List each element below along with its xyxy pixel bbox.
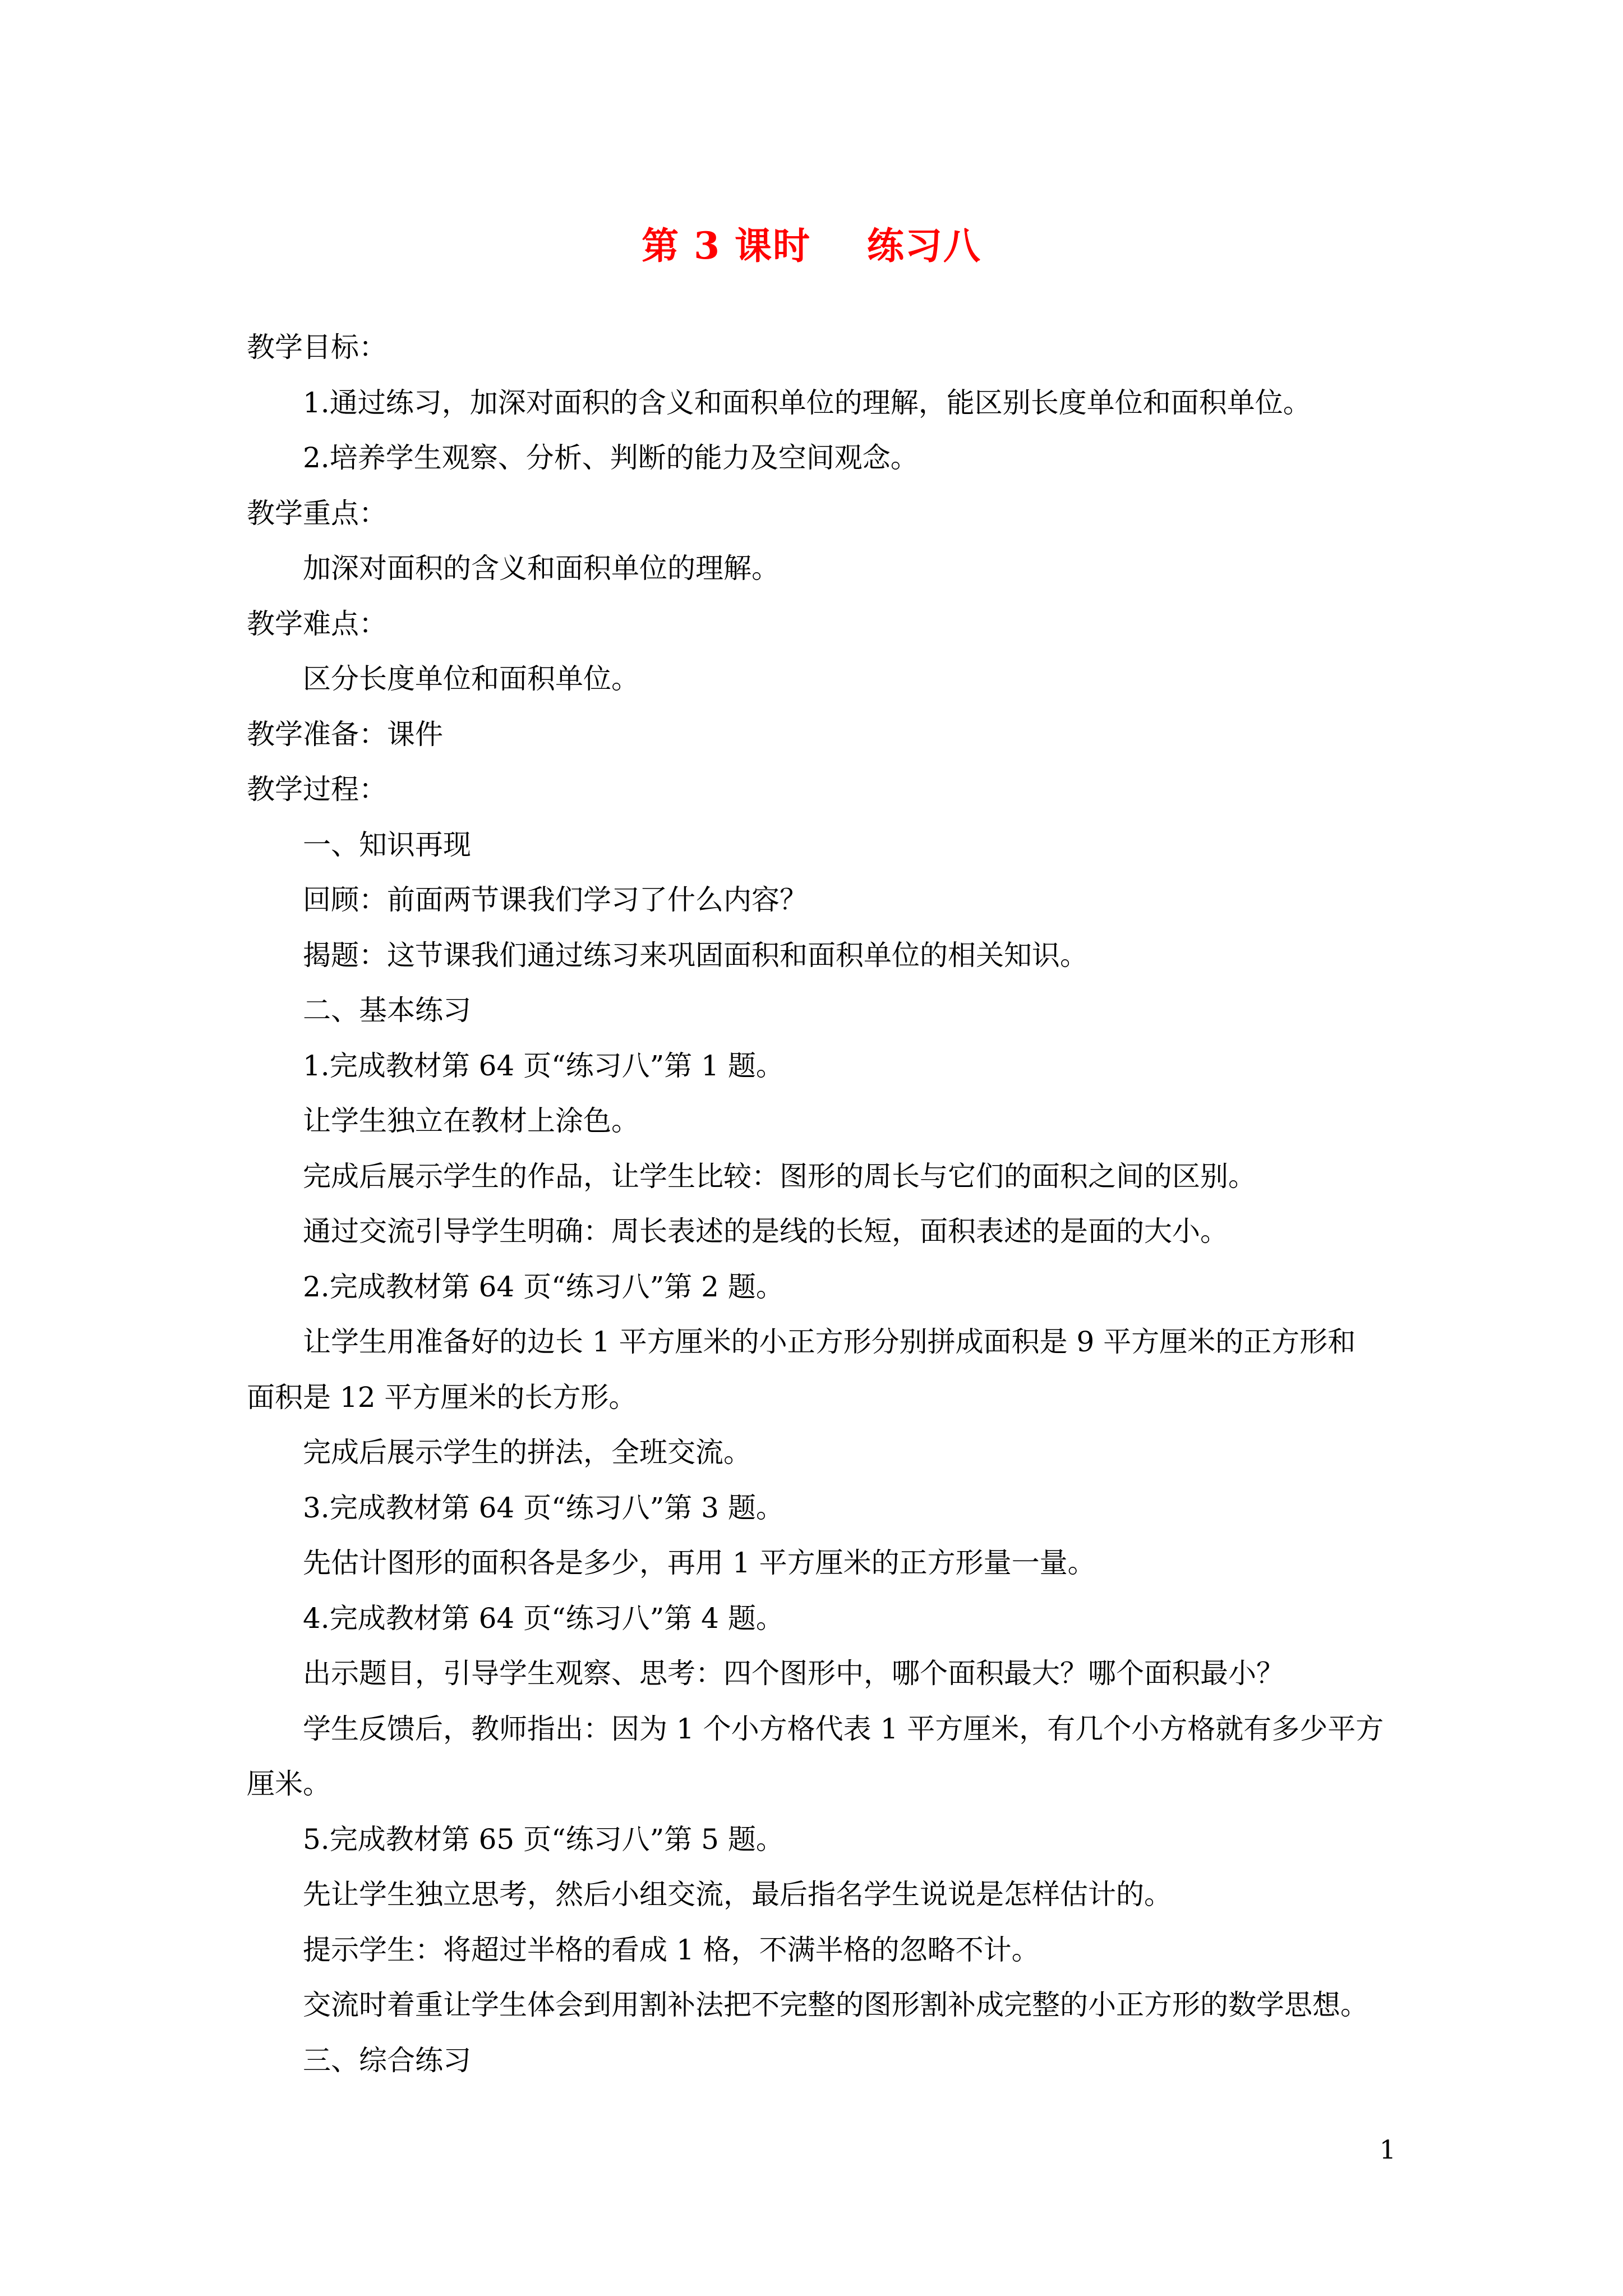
text-line: 4.完成教材第 64 页“练习八”第 4 题。: [303, 1602, 784, 1635]
document-title: 第 3 课时 练习八: [642, 224, 981, 268]
text-line: 5.完成教材第 65 页“练习八”第 5 题。: [303, 1823, 784, 1856]
text-line: 完成后展示学生的拼法，全班交流。: [303, 1436, 751, 1469]
text-line: 1.通过练习，加深对面积的含义和面积单位的理解，能区别长度单位和面积单位。: [303, 386, 1311, 419]
text-line: 教学准备：课件: [247, 717, 443, 751]
text-line: 1.完成教材第 64 页“练习八”第 1 题。: [303, 1049, 784, 1082]
text-line: 3.完成教材第 64 页“练习八”第 3 题。: [303, 1491, 784, 1524]
text-line: 三、综合练习: [303, 2044, 471, 2077]
text-line: 回顾：前面两节课我们学习了什么内容？: [303, 884, 808, 916]
text-line: 一、知识再现: [303, 828, 471, 861]
text-line: 面积是 12 平方厘米的长方形。: [247, 1381, 637, 1414]
text-line: 通过交流引导学生明确：周长表述的是线的长短，面积表述的是面的大小。: [303, 1215, 1228, 1248]
text-line: 2.培养学生观察、分析、判断的能力及空间观念。: [303, 441, 919, 474]
page-number: 1: [1379, 2134, 1396, 2165]
text-line: 2.完成教材第 64 页“练习八”第 2 题。: [303, 1270, 784, 1303]
text-line: 教学重点：: [247, 496, 387, 530]
text-line: 教学难点：: [247, 607, 387, 640]
text-line: 提示学生：将超过半格的看成 1 格，不满半格的忽略不计。: [303, 1933, 1040, 1966]
text-line: 先估计图形的面积各是多少，再用 1 平方厘米的正方形量一量。: [303, 1547, 1096, 1579]
text-line: 加深对面积的含义和面积单位的理解。: [303, 552, 780, 585]
text-line: 教学目标：: [247, 331, 387, 364]
text-line: 区分长度单位和面积单位。: [303, 662, 639, 695]
document-body: [247, 320, 1391, 2088]
text-line: 先让学生独立思考，然后小组交流，最后指名学生说说是怎样估计的。: [303, 1878, 1172, 1911]
text-line: 让学生用准备好的边长 1 平方厘米的小正方形分别拼成面积是 9 平方厘米的正方形和: [303, 1326, 1356, 1358]
text-line: 出示题目，引导学生观察、思考：四个图形中，哪个面积最大？哪个面积最小？: [303, 1657, 1284, 1690]
text-line: 交流时着重让学生体会到用割补法把不完整的图形割补成完整的小正方形的数学思想。: [303, 1989, 1368, 2021]
text-line: 揭题：这节课我们通过练习来巩固面积和面积单位的相关知识。: [303, 938, 1088, 972]
text-line: 二、基本练习: [303, 994, 471, 1027]
text-line: 厘米。: [247, 1768, 331, 1800]
text-line: 让学生独立在教材上涂色。: [303, 1105, 639, 1137]
text-line: 学生反馈后，教师指出：因为 1 个小方格代表 1 平方厘米，有几个小方格就有多少平方: [303, 1712, 1384, 1745]
text-line: 教学过程：: [247, 773, 387, 806]
text-line: 完成后展示学生的作品，让学生比较：图形的周长与它们的面积之间的区别。: [303, 1159, 1256, 1193]
